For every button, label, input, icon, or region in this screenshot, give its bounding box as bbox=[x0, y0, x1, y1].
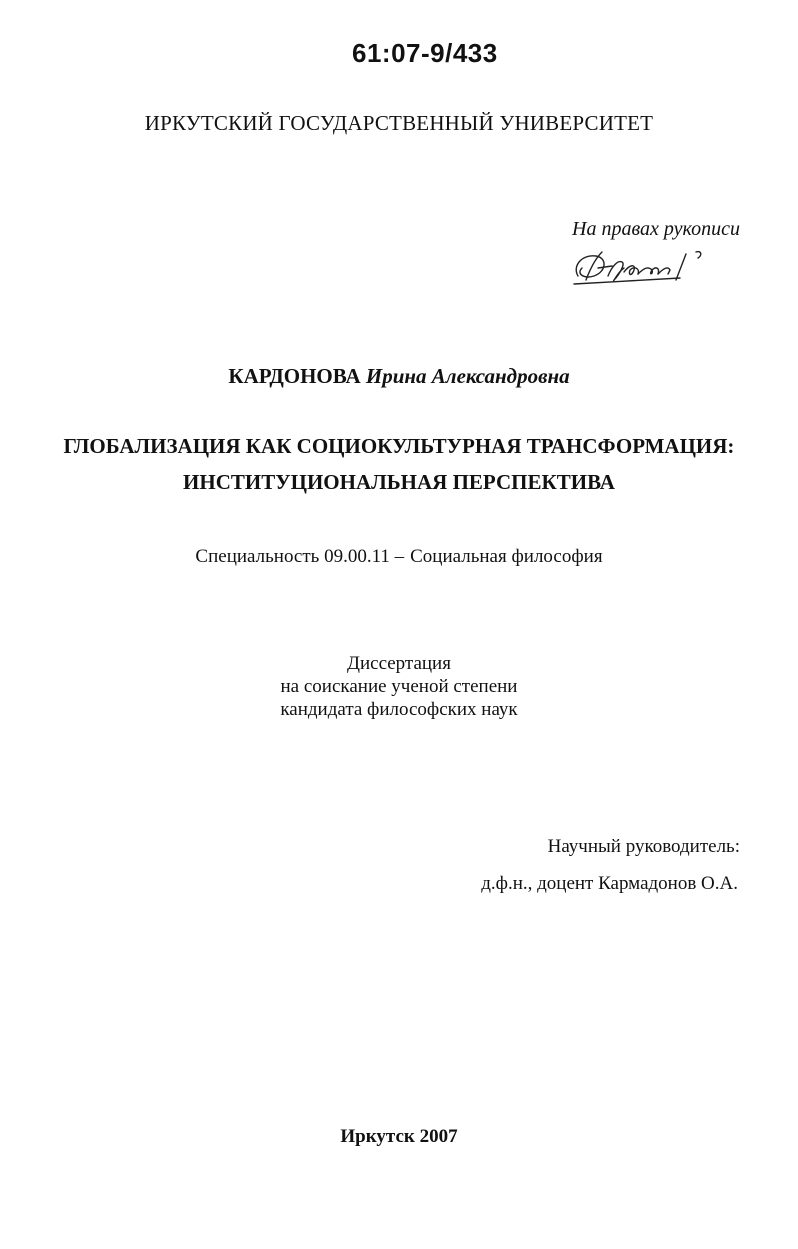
thesis-description bbox=[0, 652, 798, 721]
university-name: ИРКУТСКИЙ ГОСУДАРСТВЕННЫЙ УНИВЕРСИТЕТ bbox=[144, 111, 654, 135]
signature-icon bbox=[568, 246, 708, 292]
author-name bbox=[0, 364, 798, 389]
thesis-line: на соискание ученой степени bbox=[280, 676, 518, 697]
specialty-line bbox=[0, 546, 798, 568]
archive-stamp-code: 61:07-9/433 bbox=[352, 38, 498, 68]
title-line: ГЛОБАЛИЗАЦИЯ КАК СОЦИОКУЛЬТУРНАЯ ТРАНСФОРМАЦИЯ: bbox=[63, 434, 735, 458]
supervisor-label: Научный руководитель: bbox=[547, 836, 740, 857]
author-given-names: Ирина Александровна bbox=[365, 364, 570, 388]
specialty-name: Социальная философия bbox=[410, 546, 603, 567]
specialty-label: Специальность 09.00.11 – bbox=[195, 546, 405, 567]
author-surname: КАРДОНОВА bbox=[228, 364, 361, 388]
thesis-line: Диссертация bbox=[347, 653, 451, 674]
supervisor-name: д.ф.н., доцент Кармадонов О.А. bbox=[481, 873, 738, 894]
thesis-line: кандидата философских наук bbox=[280, 699, 518, 720]
manuscript-rights-note: На правах рукописи bbox=[572, 218, 740, 240]
dissertation-title bbox=[0, 428, 798, 500]
title-line: ИНСТИТУЦИОНАЛЬНАЯ ПЕРСПЕКТИВА bbox=[183, 470, 615, 494]
place-and-year: Иркутск 2007 bbox=[340, 1126, 458, 1147]
